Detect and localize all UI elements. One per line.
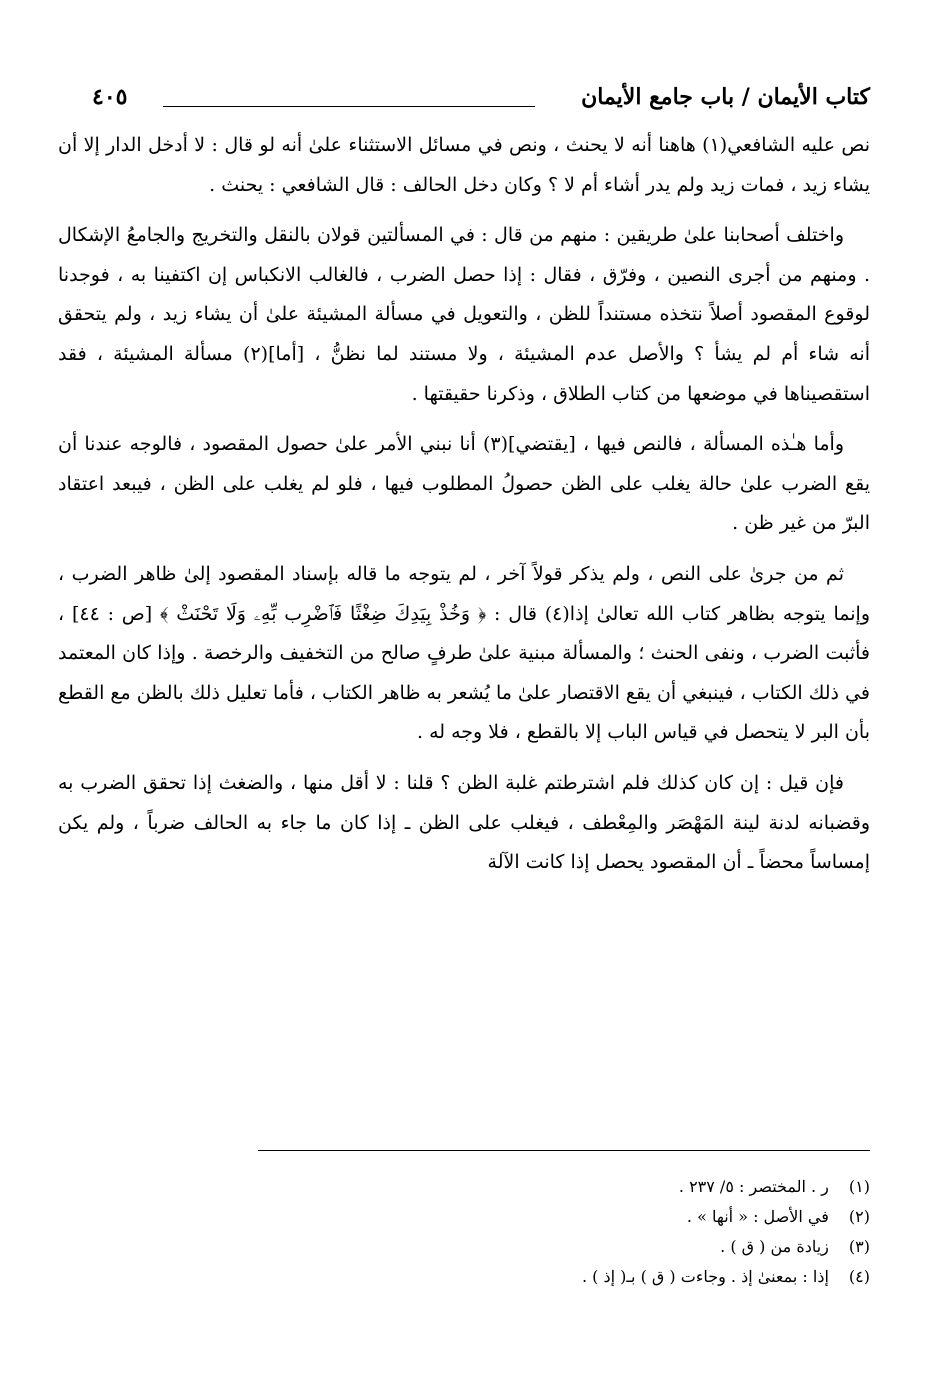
footnote-text: في الأصل : « أنها » . (686, 1207, 829, 1226)
footnote-divider (258, 1150, 870, 1151)
paragraph: نص عليه الشافعي(١) هاهنا أنه لا يحنث ، ونص في مسائل الاستثناء علىٰ أنه لو قال : لا أدخل الدار إلا أن يشاء زيد ، فمات زيد ولم يدر أشاء أم لا ؟ وكان دخل الحالف : قال الشافعي : يحنث . (58, 134, 871, 196)
paragraph: ثم من جرىٰ على النص ، ولم يذكر قولاً آخر ، لم يتوجه ما قاله بإسناد المقصود إلىٰ ظاهر الضرب ، وإنما يتوجه بظاهر كتاب الله تعالىٰ إذا(٤) قال : ﴿ وَخُذْ بِيَدِكَ ضِغْثًا فَٱضْرِب بِّهِۦ وَلَا تَحْنَثْ ﴾ [ص : ٤٤] ، فأثبت الضرب ، ونفى الحنث ؛ والمسألة مبنية علىٰ طرفٍ صالح من التخفيف والرخصة . وإذا كان المعتمد في ذلك الكتاب ، فينبغي أن يقع الاقتصار علىٰ ما يُشعر به ظاهر الكتاب ، فأما تعليل ذلك بالظن مع القطع بأن البر لا يتحصل في قياس الباب إلا بالقطع ، فلا وجه له . (58, 562, 870, 744)
body-text (58, 126, 870, 883)
footnotes-list (582, 1172, 870, 1292)
paragraph: فإن قيل : إن كان كذلك فلم اشترطتم غلبة الظن ؟ قلنا : لا أقل منها ، والضغث إذا تحقق الضرب به وقضبانه لدنة لينة المَهْصَر والمِعْطف ، فيغلب على الظن ـ إذا كان ما جاء به الحالف ضرباً ، ولم يكن إمساساً محضاً ـ أن المقصود يحصل إذا كانت الآلة (58, 771, 870, 874)
footnote-text: زيادة من ( ق ) . (720, 1237, 829, 1256)
header-rule (163, 106, 535, 107)
book-page (58, 82, 871, 1286)
footnote-number: (٢) (848, 1207, 870, 1226)
footnote-text: إذا : بمعنىٰ إذ . وجاءت ( ق ) بـ( إذ ) . (581, 1267, 829, 1286)
footnote (582, 1262, 870, 1292)
footnote-number: (٣) (848, 1237, 870, 1256)
paragraph: وأما هـٰذه المسألة ، فالنص فيها ، [يقتضي](٣) أنا نبني الأمر علىٰ حصول المقصود ، فالوجه عندنا أن يقع الضرب علىٰ حالة يغلب على الظن حصولُ المطلوب فيها ، فلو لم يغلب على الظن ، فيبعد اعتقاد البرّ من غير ظن . (58, 433, 870, 535)
page-number: ٤٠٥ (92, 84, 128, 110)
chapter-title: كتاب الأيمان / باب جامع الأيمان (581, 84, 870, 110)
footnote (582, 1172, 870, 1202)
running-header (58, 82, 870, 126)
footnote (582, 1232, 870, 1262)
footnote-number: (٤) (848, 1267, 870, 1286)
footnote (582, 1202, 870, 1232)
footnote-text: ر . المختصر : ٥/ ٢٣٧ . (678, 1177, 829, 1196)
paragraph: واختلف أصحابنا علىٰ طريقين : منهم من قال : في المسألتين قولان بالنقل والتخريج والجامعُ الإشكال . ومنهم من أجرى النصين ، وفرّق ، فقال : إذا حصل الضرب ، فالغالب الانكباس إن اكتفينا به ، فوجدنا لوقوع المقصود أصلاً نتخذه مستنداً للظن ، والتعويل في مسألة المشيئة علىٰ أن يشاء زيد ، ولم يتحقق أنه شاء أم لم يشأ ؟ والأصل عدم المشيئة ، ولا مستند لما نظنُّ ، [أما](٢) مسألة المشيئة ، فقد استقصيناها في موضعها من كتاب الطلاق ، وذكرنا حقيقتها . (58, 224, 870, 405)
footnote-number: (١) (848, 1177, 870, 1196)
